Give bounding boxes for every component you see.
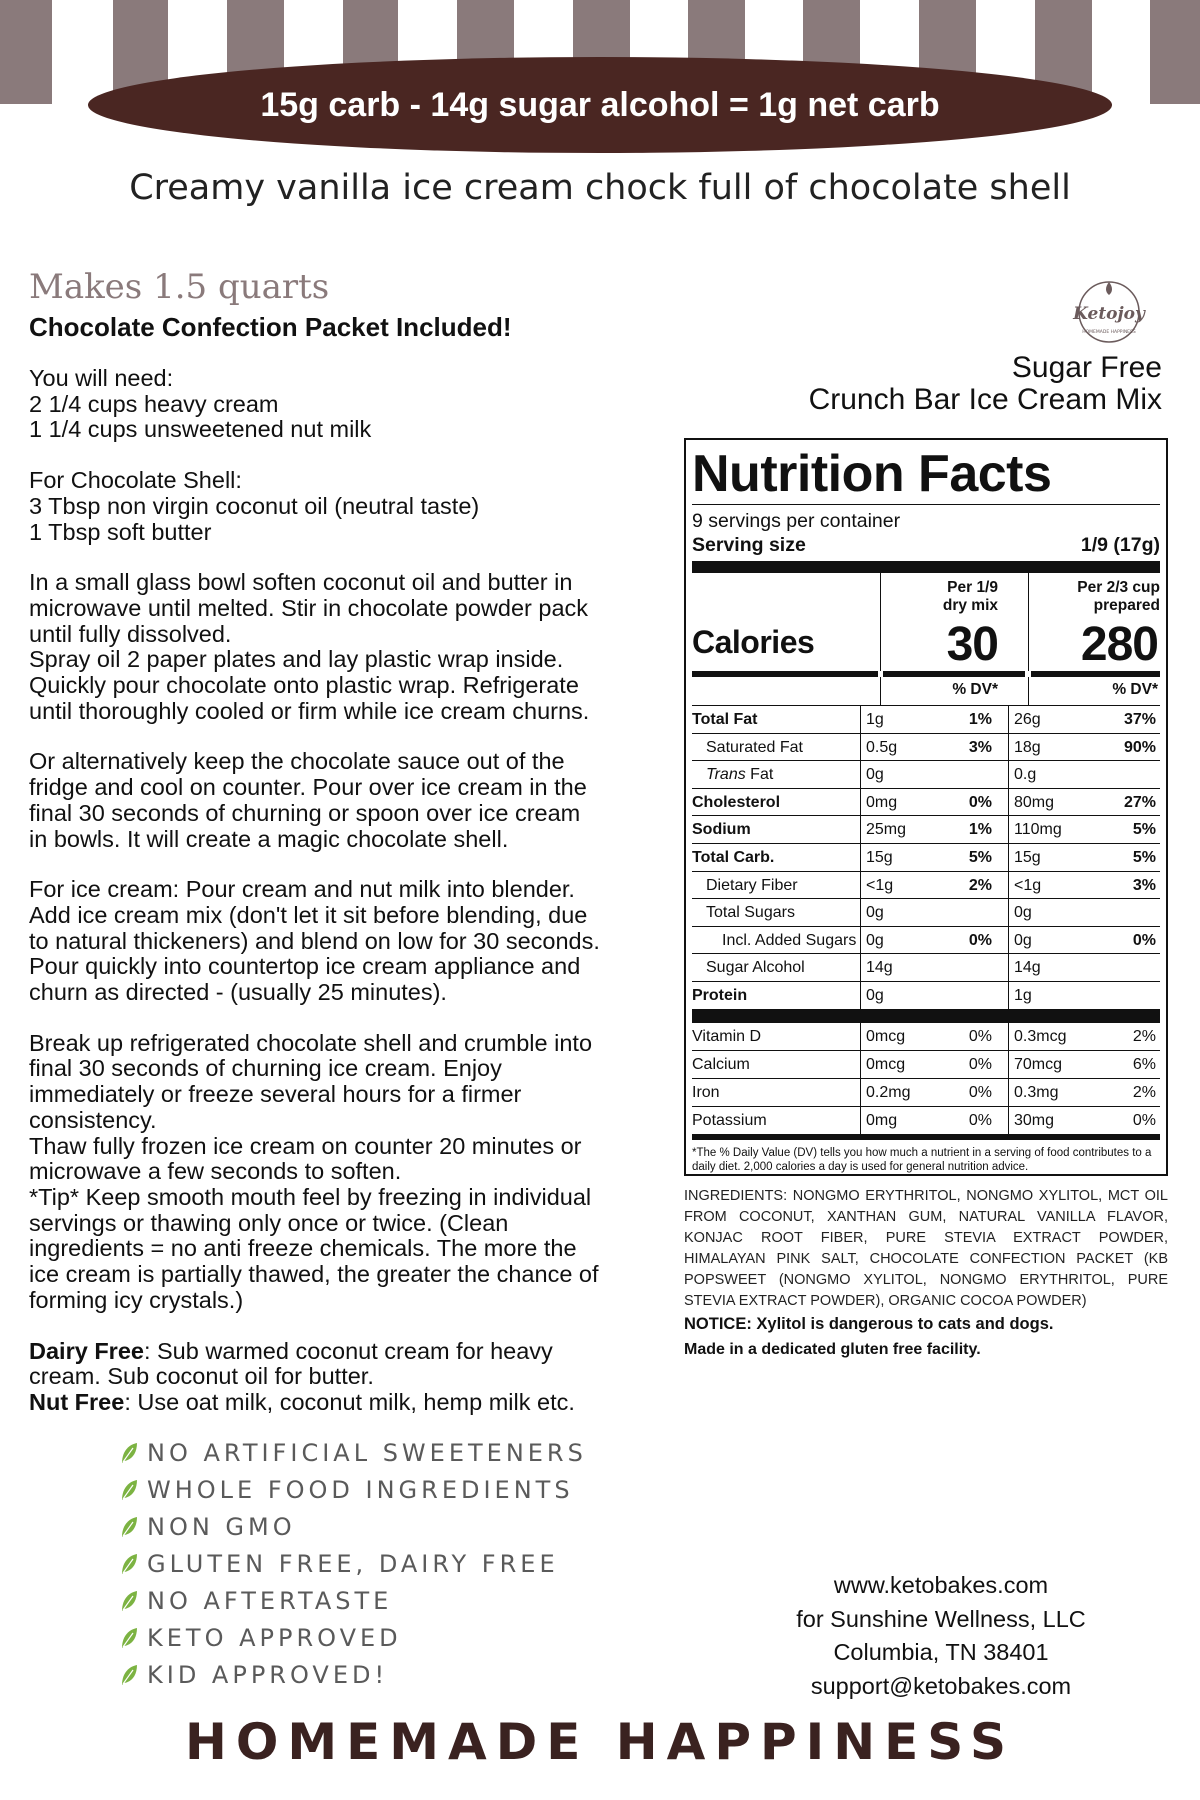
text-line: immediately or freeze several hours for a firmer — [29, 1081, 522, 1108]
nutrient-dv-prepared: 27% — [1123, 793, 1156, 811]
net-carb-banner — [88, 57, 1112, 153]
feature-text: NON GMO — [147, 1512, 296, 1541]
text-line: *Tip* Keep smooth mouth feel by freezing in individual — [29, 1183, 592, 1210]
notice-block — [684, 1312, 1174, 1362]
calories-dry-value: 30 — [946, 618, 998, 671]
nutrient-amount-dry: 15g — [866, 848, 893, 866]
text-line: consistency. — [29, 1106, 157, 1133]
nutrient-amount-prepared: 26g — [1014, 711, 1041, 728]
feature-text: WHOLE FOOD INGREDIENTS — [147, 1475, 574, 1504]
calories-prepared-value: 280 — [1080, 618, 1158, 671]
nutrient-amount-prepared: 0.g — [1014, 766, 1037, 784]
nutrient-row — [692, 982, 1160, 1010]
nutrient-amount-prepared: 110mg — [1014, 821, 1062, 839]
vitamin-label: Potassium — [692, 1111, 767, 1129]
leaf-icon — [120, 1442, 138, 1464]
nutrient-dv-prepared: 0% — [1132, 931, 1156, 949]
text-line: churn as directed - (usually 25 minutes). — [29, 979, 447, 1006]
nutrient-dv-prepared: 90% — [1123, 738, 1156, 756]
text-line: until thoroughly cooled or firm while ice cream churns. — [29, 697, 590, 724]
nutrient-row — [692, 954, 1160, 982]
feature-item — [120, 1545, 680, 1582]
text-line: microwave until melted. Stir in chocolate powder pack — [29, 594, 589, 621]
text-line: ice cream is partially thawed, the greater the chance of — [29, 1261, 599, 1288]
ingredients-needed — [29, 366, 669, 443]
vitamin-rows — [692, 1023, 1160, 1135]
nutrient-label: Total Fat — [692, 711, 758, 728]
nutrient-amount-dry: 0.5g — [866, 738, 898, 756]
vitamin-amount-prepared: 0.3mg — [1014, 1083, 1059, 1101]
nutrient-dv-prepared: 37% — [1123, 711, 1156, 728]
text-line: microwave a few seconds to soften. — [29, 1158, 402, 1185]
nutrient-amount-dry: 0g — [866, 986, 884, 1004]
vitamin-amount-prepared: 0.3mcg — [1014, 1027, 1067, 1045]
nutrient-row — [692, 927, 1160, 955]
daily-value-footnote: *The % Daily Value (DV) tells you how much a nutrient in a serving of food contributes to a daily diet. 2,000 calories a day is used for general nutrition advice. — [692, 1146, 1152, 1173]
chocolate-shell-needs — [29, 468, 669, 545]
feature-item — [120, 1656, 680, 1693]
shell-steps — [29, 570, 669, 724]
dv-label: % DV* — [1112, 681, 1158, 698]
nutrient-rows — [692, 706, 1160, 1010]
nutrient-dv-dry: 3% — [968, 738, 992, 756]
calories-section — [692, 573, 1160, 671]
vitamin-amount-dry: 0.2mg — [866, 1083, 911, 1101]
nutrient-amount-prepared: 14g — [1014, 959, 1041, 977]
column-header-line: prepared — [1093, 597, 1160, 614]
nutrient-amount-dry: 0g — [866, 766, 884, 784]
nutrient-label: Protein — [692, 986, 748, 1004]
text-line: Add ice cream mix (don't let it sit before blending, due — [29, 901, 588, 928]
nutrient-label: Sodium — [692, 821, 751, 839]
feature-text: KID APPROVED! — [147, 1660, 389, 1689]
text-line: In a small glass bowl soften coconut oil and butter in — [29, 569, 573, 596]
nutrition-title: Nutrition Facts — [692, 445, 1052, 503]
nutrient-amount-prepared: 18g — [1014, 738, 1041, 756]
nutrient-row — [692, 872, 1160, 900]
text-line: You will need: — [29, 365, 174, 391]
vitamin-label: Calcium — [692, 1055, 750, 1073]
feature-item — [120, 1619, 680, 1656]
xylitol-warning: NOTICE: Xylitol is dangerous to cats and dogs. — [684, 1315, 1054, 1333]
nutrient-dv-prepared: 5% — [1132, 848, 1156, 866]
text-line: servings or thawing only once or twice. (Clean — [29, 1209, 509, 1236]
feature-item — [120, 1508, 680, 1545]
vitamin-label: Iron — [692, 1083, 720, 1101]
feature-list — [120, 1434, 680, 1693]
vitamin-amount-prepared: 30mg — [1014, 1111, 1055, 1129]
nutrient-amount-prepared: 80mg — [1014, 793, 1055, 811]
vitamin-dv-dry: 0% — [968, 1027, 992, 1045]
vitamin-amount-dry: 0mcg — [866, 1055, 906, 1073]
svg-text:Ketojoy: Ketojoy — [1073, 304, 1145, 324]
vitamin-amount-prepared: 70mcg — [1014, 1055, 1063, 1073]
finishing-steps — [29, 1031, 669, 1314]
nutrient-dv-dry: 5% — [968, 848, 992, 866]
leaf-icon — [120, 1627, 138, 1649]
nutrient-amount-dry: 14g — [866, 959, 893, 977]
nutrient-row — [692, 706, 1160, 734]
text-line: final 30 seconds of churning ice cream. Enjoy — [29, 1055, 502, 1082]
text-line: cream. Sub coconut oil for butter. — [29, 1363, 374, 1390]
text-line: Pour quickly into countertop ice cream appliance and — [29, 953, 581, 980]
nutrient-row — [692, 899, 1160, 927]
nut-free-label: Nut Free — [29, 1388, 125, 1415]
svg-text:HOMEMADE HAPPINESS: HOMEMADE HAPPINESS — [1082, 330, 1136, 335]
feature-text: NO AFTERTASTE — [147, 1586, 393, 1615]
leaf-icon — [120, 1479, 138, 1501]
nutrient-label: Sugar Alcohol — [706, 959, 805, 977]
gluten-free-statement: Made in a dedicated gluten free facility. — [684, 1341, 981, 1358]
nutrient-row — [692, 734, 1160, 762]
leaf-icon — [120, 1553, 138, 1575]
vitamin-dv-dry: 0% — [968, 1083, 992, 1101]
footer-slogan: HOMEMADE HAPPINESS — [185, 1713, 1015, 1771]
text-line: fridge and cool on counter. Pour over ice cream in the — [29, 774, 587, 801]
instructions-column — [29, 266, 669, 1416]
nutrient-dv-prepared: 3% — [1132, 876, 1156, 894]
yield-heading: Makes 1.5 quarts — [29, 267, 330, 307]
text-line: 1 Tbsp soft butter — [29, 518, 212, 545]
support-email-link[interactable]: support@ketobakes.com — [810, 1672, 1072, 1699]
website-link[interactable]: www.ketobakes.com — [833, 1572, 1049, 1598]
text-line: For ice cream: Pour cream and nut milk into blender. — [29, 876, 575, 903]
confection-heading: Chocolate Confection Packet Included! — [29, 312, 512, 342]
nutrition-facts-panel — [684, 438, 1168, 1176]
column-header-line: Per 2/3 cup — [1077, 579, 1160, 596]
serving-size-label: Serving size — [692, 534, 806, 556]
nutrient-amount-dry: <1g — [866, 876, 894, 894]
leaf-icon — [120, 1590, 138, 1612]
text-line: to natural thickeners) and blend on low for 30 seconds. — [29, 927, 600, 954]
vitamin-dv-dry: 0% — [968, 1055, 992, 1073]
vitamin-label: Vitamin D — [692, 1027, 762, 1045]
nutrient-row — [692, 816, 1160, 844]
feature-item — [120, 1434, 680, 1471]
tagline: Creamy vanilla ice cream chock full of chocolate shell — [129, 168, 1071, 208]
nutrient-label: Saturated Fat — [706, 738, 803, 756]
nutrient-row — [692, 789, 1160, 817]
vitamin-dv-prepared: 2% — [1132, 1027, 1156, 1045]
text-line: Spray oil 2 paper plates and lay plastic wrap inside. — [29, 646, 564, 673]
contact-info — [776, 1569, 1106, 1703]
servings-per-container: 9 servings per container — [692, 510, 901, 532]
vitamin-amount-dry: 0mg — [866, 1111, 898, 1129]
nutrient-dv-dry: 0% — [968, 931, 992, 949]
serving-size-value: 1/9 (17g) — [1080, 534, 1160, 556]
company-name: for Sunshine Wellness, LLC — [796, 1605, 1086, 1632]
text-line: ingredients = no anti freeze chemicals. The more the — [29, 1235, 577, 1262]
text-line: Thaw fully frozen ice cream on counter 20 minutes or — [29, 1132, 582, 1159]
feature-item — [120, 1471, 680, 1508]
nutrient-amount-dry: 0g — [866, 931, 884, 949]
nutrient-amount-prepared: 0g — [1014, 931, 1032, 949]
nutrient-label-rest: Fat — [745, 766, 774, 784]
text-line: For Chocolate Shell: — [29, 467, 242, 494]
alternative-steps — [29, 749, 669, 852]
nutrient-amount-prepared: 15g — [1014, 848, 1041, 866]
text-line: final 30 seconds of churning or spoon over ice cream — [29, 799, 581, 826]
text-line: 1 1/4 cups unsweetened nut milk — [29, 416, 372, 443]
serving-size — [692, 533, 1160, 557]
nutrient-label: Incl. Added Sugars — [722, 931, 857, 949]
text-line: in bowls. It will create a magic chocolate shell. — [29, 825, 509, 852]
leaf-icon — [120, 1664, 138, 1686]
dv-label: % DV* — [952, 681, 998, 698]
company-address: Columbia, TN 38401 — [833, 1639, 1049, 1665]
column-header-line: Per 1/9 — [947, 579, 998, 596]
feature-text: KETO APPROVED — [147, 1623, 402, 1652]
nut-free-line — [29, 1390, 669, 1416]
nutrient-dv-dry: 0% — [968, 793, 992, 811]
text-line: until fully dissolved. — [29, 620, 232, 647]
product-line-2: Crunch Bar Ice Cream Mix — [808, 383, 1162, 416]
nutrient-amount-dry: 0g — [866, 904, 884, 922]
product-line-1: Sugar Free — [1011, 351, 1162, 384]
vitamin-row — [692, 1079, 1160, 1107]
vitamin-row — [692, 1107, 1160, 1135]
leaf-icon — [120, 1516, 138, 1538]
nutrient-row — [692, 844, 1160, 872]
substitutions — [29, 1339, 669, 1416]
nutrient-row — [692, 761, 1160, 789]
vitamin-row — [692, 1023, 1160, 1051]
nutrient-label: Cholesterol — [692, 793, 781, 811]
calories-label: Calories — [692, 624, 815, 660]
feature-text: NO ARTIFICIAL SWEETENERS — [147, 1438, 587, 1467]
feature-text: GLUTEN FREE, DAIRY FREE — [147, 1549, 559, 1578]
nutrient-label: Total Sugars — [706, 904, 795, 922]
nutrient-dv-dry: 1% — [968, 821, 992, 839]
dairy-free-label: Dairy Free — [29, 1337, 144, 1364]
nutrient-amount-dry: 25mg — [866, 821, 907, 839]
column-header-line: dry mix — [942, 597, 998, 614]
nutrient-label-italic: Trans — [706, 766, 746, 784]
nutrient-amount-prepared: <1g — [1014, 876, 1042, 894]
text-line: forming icy crystals.) — [29, 1286, 244, 1313]
nutrient-amount-dry: 1g — [866, 711, 884, 728]
vitamin-dv-prepared: 6% — [1132, 1055, 1156, 1073]
nutrient-amount-dry: 0mg — [866, 793, 898, 811]
vitamin-dv-prepared: 0% — [1132, 1111, 1156, 1129]
feature-item — [120, 1582, 680, 1619]
daily-value-header — [692, 677, 1160, 705]
vitamin-amount-dry: 0mcg — [866, 1027, 906, 1045]
text-line: Break up refrigerated chocolate shell and crumble into — [29, 1029, 593, 1056]
nutrient-label: Dietary Fiber — [706, 876, 798, 894]
product-title — [809, 352, 1162, 416]
nutrient-amount-prepared: 0g — [1014, 904, 1032, 922]
column-header-dry — [858, 579, 998, 615]
vitamin-row — [692, 1051, 1160, 1079]
dairy-free-line — [29, 1339, 669, 1365]
nutrient-dv-dry: 1% — [968, 711, 992, 728]
vitamin-dv-prepared: 2% — [1132, 1083, 1156, 1101]
nut-free-text: : Use oat milk, coconut milk, hemp milk etc. — [124, 1388, 575, 1415]
nutrient-dv-dry: 2% — [968, 876, 992, 894]
nutrient-label: Total Carb. — [692, 848, 775, 866]
nutrient-label — [706, 761, 773, 788]
ingredients-list: INGREDIENTS: NONGMO ERYTHRITOL, NONGMO XYLITOL, MCT OIL FROM COCONUT, XANTHAN GUM, NATURAL VANILLA FLAVOR, KONJAC ROOT FIBER, PURE STEVIA EXTRACT POWDER, HIMALAYAN PINK SALT, CHOCOLATE CONFECTION PACKET (KB POPSWEET (NONGMO XYLITOL, NONGMO ERYTHRITOL, PURE STEVIA EXTRACT POWDER), ORGANIC COCOA POWDER) — [684, 1188, 1168, 1309]
vitamin-dv-dry: 0% — [968, 1111, 992, 1129]
nutrient-dv-prepared: 5% — [1132, 821, 1156, 839]
text-line: 3 Tbsp non virgin coconut oil (neutral taste) — [29, 492, 480, 519]
column-header-prepared — [1020, 579, 1160, 615]
net-carb-text: 15g carb - 14g sugar alcohol = 1g net carb — [260, 85, 940, 124]
ketojoy-logo — [1068, 278, 1150, 346]
text-line: 2 1/4 cups heavy cream — [29, 390, 279, 417]
dairy-free-text: : Sub warmed coconut cream for heavy — [143, 1337, 553, 1364]
ice-cream-steps — [29, 877, 669, 1006]
text-line: Quickly pour chocolate onto plastic wrap. Refrigerate — [29, 672, 579, 699]
text-line: Or alternatively keep the chocolate sauce out of the — [29, 748, 565, 775]
nutrient-amount-prepared: 1g — [1014, 986, 1032, 1004]
